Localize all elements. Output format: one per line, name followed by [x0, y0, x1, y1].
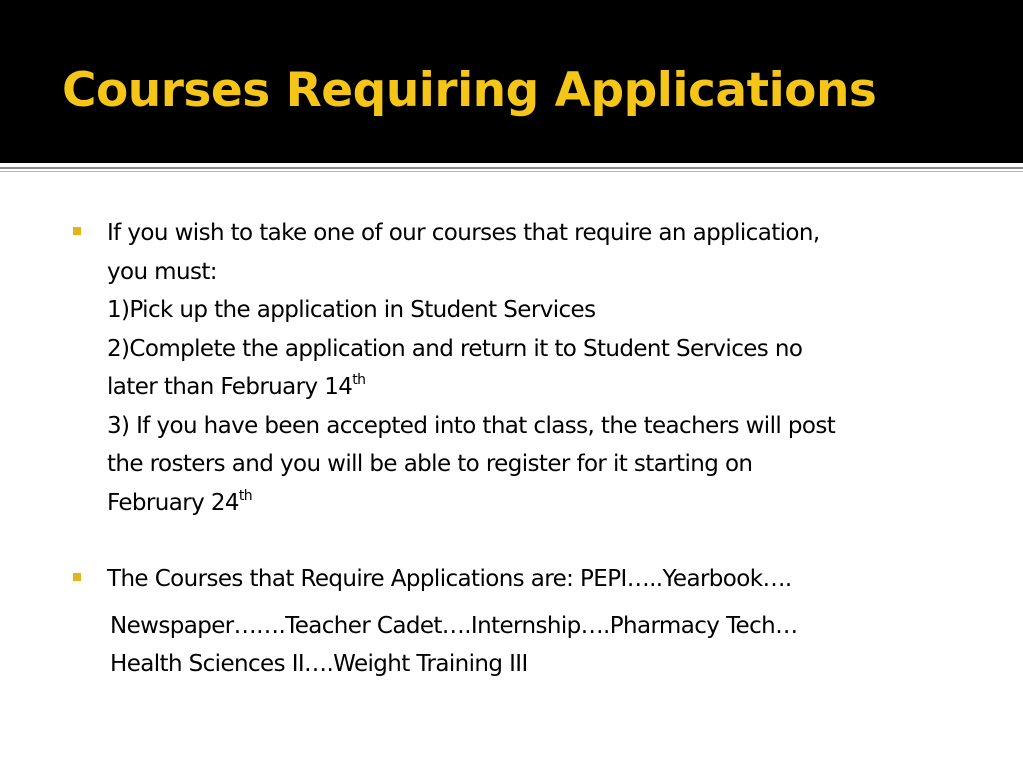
slide-body — [73, 214, 973, 684]
bullet-text — [107, 560, 973, 599]
bullet-line: If you wish to take one of our courses that require an application, — [107, 220, 820, 246]
square-bullet-icon — [73, 227, 81, 235]
ordinal-suffix: th — [352, 372, 366, 388]
bullet-text — [107, 214, 973, 522]
bullet-item-application-steps — [73, 214, 973, 522]
continuation-line: Health Sciences II….Weight Training III — [110, 651, 528, 677]
continuation-line: Newspaper…….Teacher Cadet….Internship….Pharmacy Tech… — [110, 612, 798, 639]
bullet-line: 1)Pick up the application in Student Services — [107, 297, 596, 323]
title-divider-top — [0, 167, 1023, 169]
ordinal-suffix: th — [238, 487, 253, 504]
title-band — [0, 0, 1023, 163]
slide-title: Courses Requiring Applications — [62, 63, 877, 118]
bullet-line: later than February 14th — [107, 372, 366, 400]
title-divider-bottom — [0, 171, 1023, 172]
bullet-item-course-list — [73, 560, 973, 599]
square-bullet-icon — [73, 573, 81, 581]
paragraph-gap — [73, 522, 973, 560]
bullet-line: The Courses that Require Applications are: PEPI…..Yearbook…. — [107, 566, 792, 592]
bullet-line: February 24th — [107, 487, 253, 516]
bullet-line: the rosters and you will be able to register for it starting on — [107, 451, 753, 477]
bullet-line: 3) If you have been accepted into that class, the teachers will post — [107, 412, 836, 439]
bullet-line: 2)Complete the application and return it to Student Services no — [107, 335, 803, 362]
course-list-continuation — [73, 607, 973, 684]
bullet-line: you must: — [107, 258, 217, 285]
